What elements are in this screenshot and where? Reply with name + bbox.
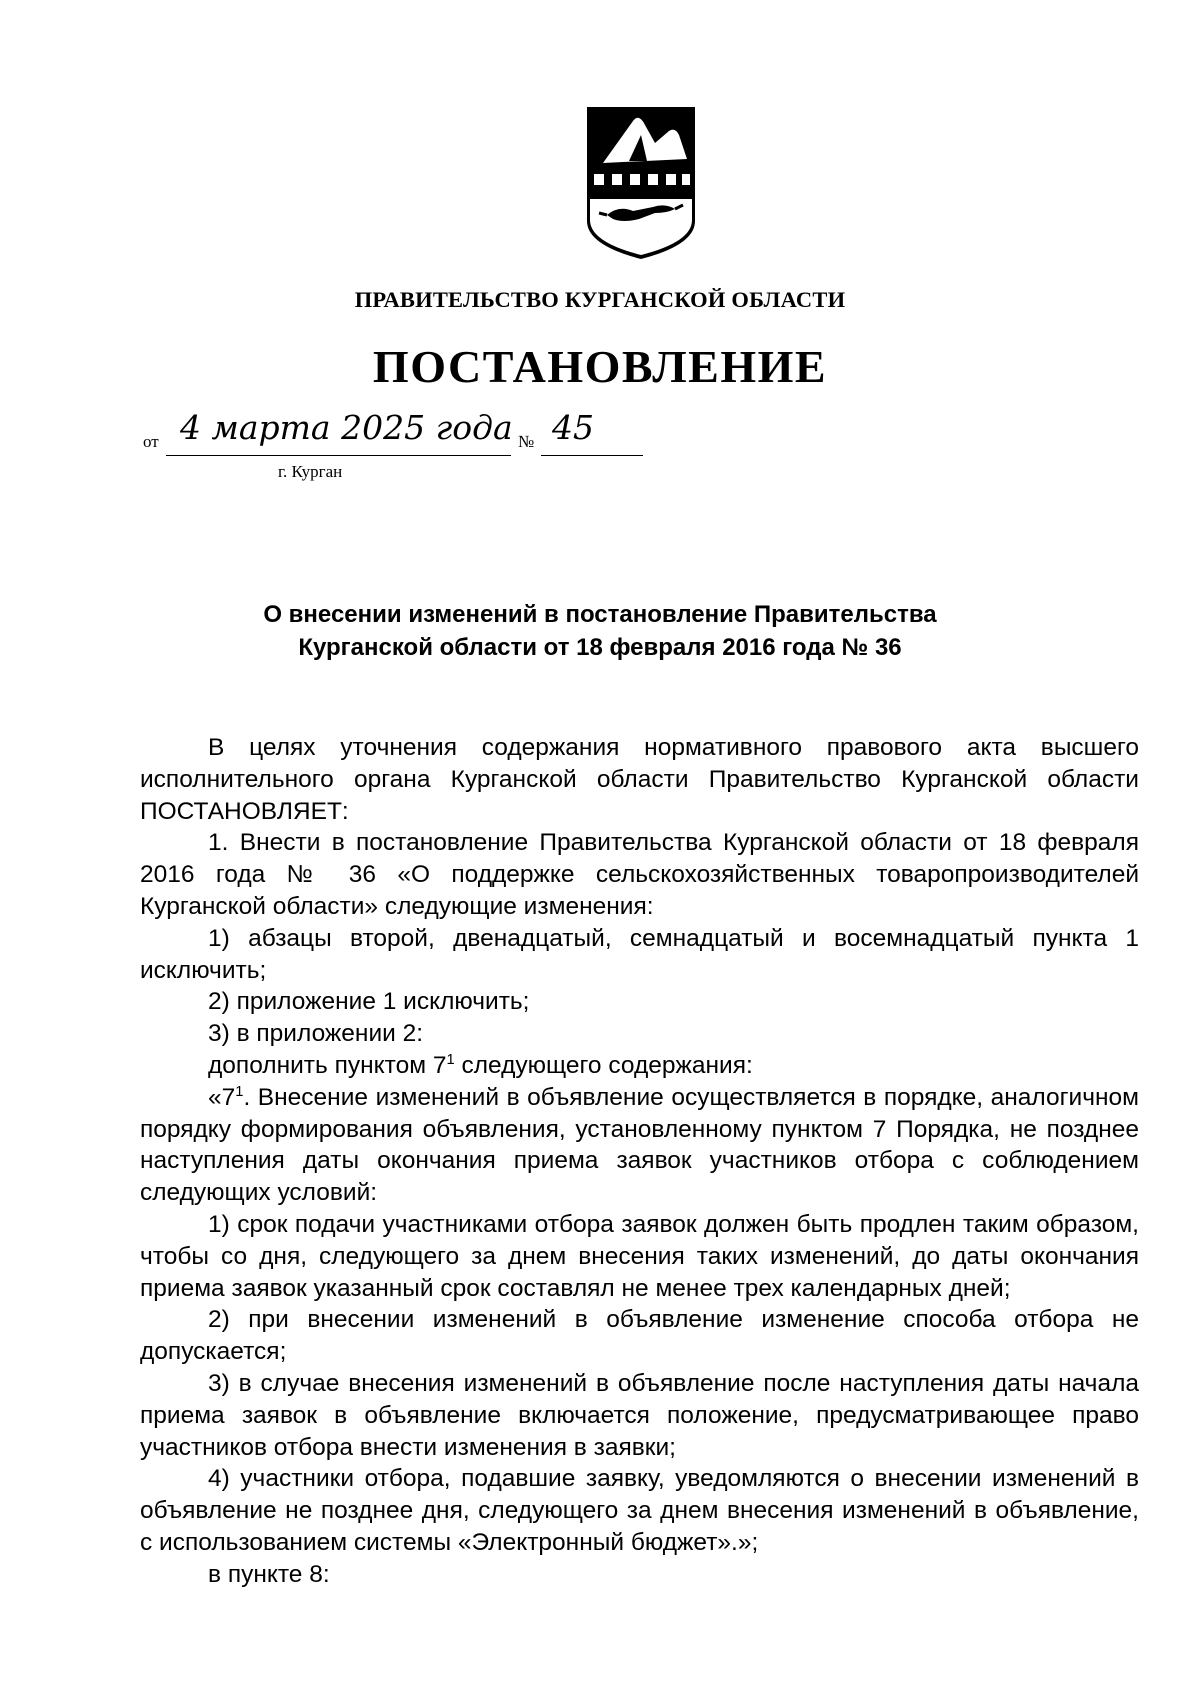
government-name: ПРАВИТЕЛЬСТВО КУРГАНСКОЙ ОБЛАСТИ [354,287,846,312]
paragraph-preamble: В целях уточнения содержания нормативного правового акта высшего исполнительного органа Курганской области Правительство Курганской области ПОСТАНОВЛЯЕТ: [140,734,1139,825]
paragraph-point-8: в пункте 8: [208,1560,330,1588]
title-line-2: Курганской области от 18 февраля 2016 года № 36 [298,634,902,661]
number-prefix: № [518,432,535,451]
document-title [0,598,1200,664]
kurgan-region-coat-of-arms-icon [583,103,699,261]
date-prefix: от [143,432,159,451]
document-type: ПОСТАНОВЛЕНИЕ [372,341,828,392]
point-7-1-start: «7 [208,1083,236,1111]
paragraph-point-7-1 [140,1082,1139,1209]
date-value: 4 марта 2025 года [180,408,513,447]
date-underline [166,455,511,456]
point-7-1-text: . Внесение изменений в объявление осуществляется в порядке, аналогичном порядку формирования объявления, установленному пунктом 7 Порядка, не позднее наступления даты окончания приема заявок участников отбора с соблюдением следующих условий: [140,1083,1139,1207]
paragraph-condition-1: 1) срок подачи участниками отбора заявок должен быть продлен таким образом, чтобы со дня, следующего за днем внесения таких изменений, до даты окончания приема заявок указанный срок составлял не менее трех календарных дней; [140,1210,1139,1302]
paragraph-item-1: 1. Внести в постановление Правительства Курганской области от 18 февраля 2016 года № 36 «О поддержке сельскохозяйственных товаропроизводителей Курганской области» следующие изменения: [140,829,1139,920]
add-point-text-end: следующего содержания: [454,1051,753,1079]
title-line-1: О внесении изменений в постановление Правительства [263,601,937,628]
number-value: 45 [552,408,594,447]
paragraph-subitem-1: 1) абзацы второй, двенадцатый, семнадцатый и восемнадцатый пункта 1 исключить; [140,924,1139,984]
number-underline [541,455,643,456]
paragraph-add-point [140,1050,1139,1082]
paragraph-condition-3: 3) в случае внесения изменений в объявление после наступления даты начала приема заявок в объявление включается положение, предусматривающее право участников отбора внести изменения в заявки; [140,1369,1139,1461]
point-7-1-superscript: 1 [235,1083,244,1100]
city-name: г. Курган [278,462,343,481]
paragraph-condition-2: 2) при внесении изменений в объявление изменение способа отбора не допускается; [140,1306,1139,1366]
add-point-superscript: 1 [446,1051,455,1068]
document-body [140,732,1139,1591]
paragraph-subitem-2: 2) приложение 1 исключить; [208,988,530,1016]
add-point-text: дополнить пунктом 7 [208,1051,447,1079]
paragraph-subitem-3: 3) в приложении 2: [208,1020,424,1048]
paragraph-condition-4: 4) участники отбора, подавшие заявку, уведомляются о внесении изменений в объявление не позднее дня, следующего за днем внесения изменений в объявление, с использованием системы «Электронный бюджет».»; [140,1465,1139,1556]
